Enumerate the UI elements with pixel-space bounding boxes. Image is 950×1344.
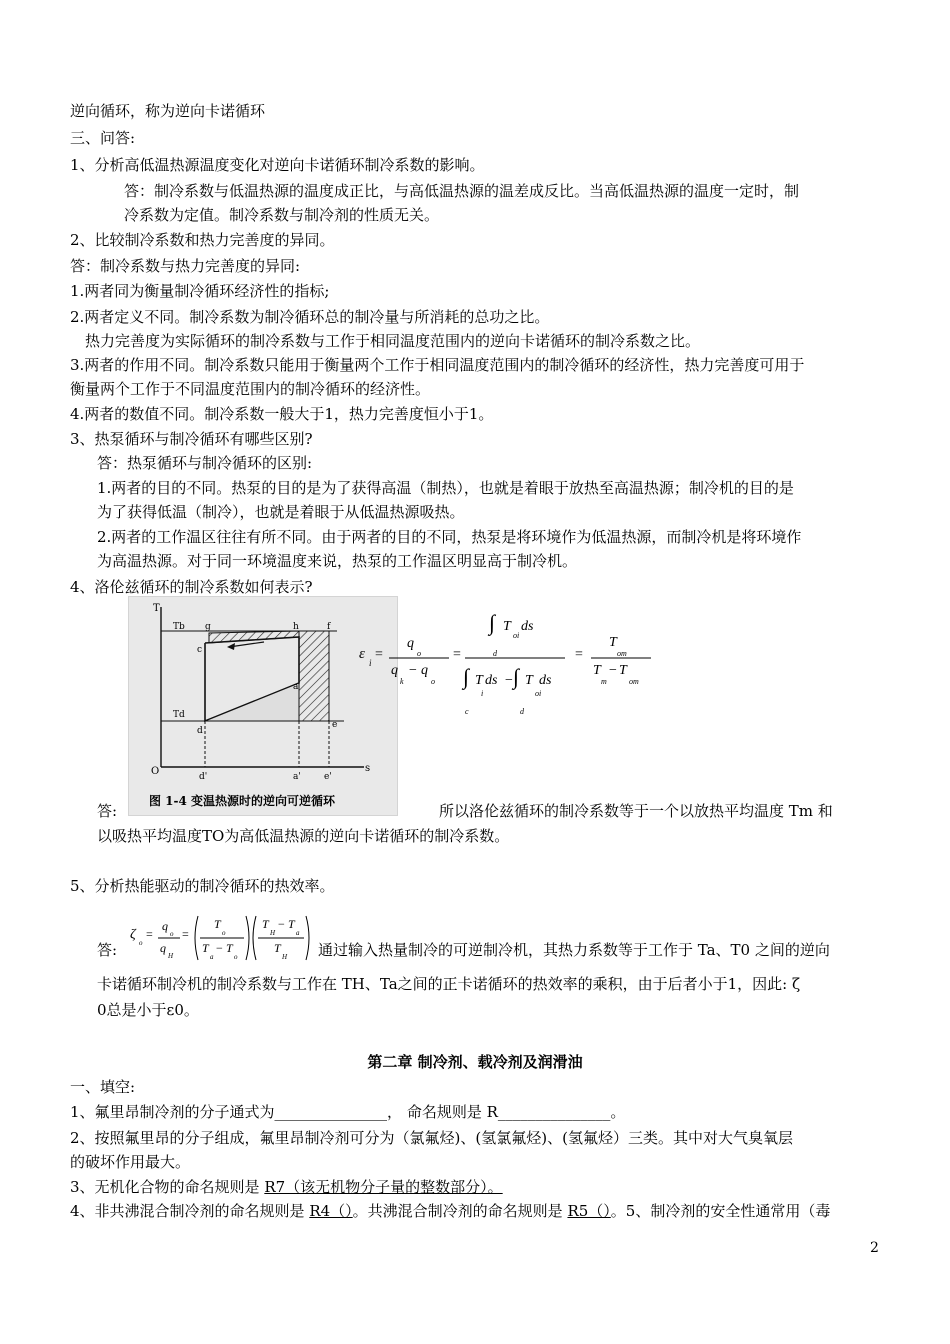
svg-text:a: a (293, 682, 299, 692)
svg-text:−: − (216, 941, 223, 955)
answer-2-item-1: 1.两者同为衡量制冷循环经济性的指标; (70, 282, 330, 300)
svg-text:i: i (481, 689, 484, 698)
question-1: 1、分析高低温热源温度变化对逆向卡诺循环制冷系数的影响。 (70, 156, 485, 174)
svg-text:ds: ds (485, 673, 498, 688)
answer-4-text-2: 以吸热平均温度TO为高低温热源的逆向卡诺循环的制冷系数。 (97, 827, 510, 845)
svg-text:=: = (182, 927, 189, 941)
svg-text:d: d (493, 649, 497, 658)
fill-blank-heading: 一、填空: (70, 1078, 136, 1096)
answer-2-item-4: 4.两者的数值不同。制冷系数一般大于1，热力完善度恒小于1。 (70, 405, 494, 423)
svg-text:m: m (601, 677, 607, 686)
svg-text:∫: ∫ (489, 610, 496, 635)
svg-text:−: − (278, 917, 285, 931)
svg-text:oi: oi (513, 631, 520, 640)
svg-text:∫: ∫ (513, 664, 520, 689)
svg-text:Tb: Tb (173, 622, 185, 632)
answer-1-line-2: 冷系数为定值。制冷系数与制冷剂的性质无关。 (124, 206, 440, 224)
answer-5-label: 答: (97, 941, 118, 959)
svg-text:e': e' (324, 772, 332, 782)
svg-text:a: a (296, 929, 300, 937)
svg-text:k: k (400, 677, 404, 686)
svg-text:o: o (431, 677, 435, 686)
svg-text:T: T (262, 917, 269, 931)
svg-text:=: = (453, 647, 461, 662)
svg-text:o: o (222, 929, 226, 937)
svg-text:q: q (162, 919, 168, 933)
svg-text:q: q (391, 663, 398, 678)
svg-text:c: c (465, 707, 469, 716)
svg-text:h: h (293, 622, 299, 632)
svg-text:ds: ds (521, 619, 534, 634)
svg-text:=: = (375, 647, 383, 662)
question-3: 3、热泵循环与制冷循环有哪些区别? (70, 430, 313, 448)
question-5: 5、分析热能驱动的制冷循环的热效率。 (70, 877, 335, 895)
answer-2-item-3b: 衡量两个工作于不同温度范围内的制冷循环的经济性。 (70, 380, 431, 398)
svg-text:a: a (210, 953, 214, 961)
fill-item-1: 1、氟里昂制冷剂的分子通式为_______________， 命名规则是 R_______________。 (70, 1103, 626, 1121)
svg-text:d: d (197, 726, 203, 736)
answer-3-item-2: 2.两者的工作温区往往有所不同。由于两者的目的不同，热泵是将环境作为低温热源，而制冷机是将环境作 (97, 528, 802, 546)
blank-field[interactable]: _______________ (497, 1103, 611, 1121)
fill-item-2: 2、按照氟里昂的分子组成，氟里昂制冷剂可分为（氯氟烃)、(氢氯氟烃)、(氢氟烃）三类。其中对大气臭氧层 (70, 1129, 793, 1147)
blank-field[interactable]: _______________ (274, 1103, 388, 1121)
answer-4-label: 答: (97, 802, 118, 820)
svg-text:=: = (575, 647, 583, 662)
axis-s-label: s (365, 763, 371, 774)
figure-caption: 图 1-4 变温热源时的逆向可逆循环 (149, 794, 336, 808)
origin-label: O (151, 766, 160, 777)
fill-item-3: 3、无机化合物的命名规则是 R7（该无机物分子量的整数部分）。 (70, 1178, 503, 1196)
fill-item-2b: 的破坏作用最大。 (70, 1153, 191, 1171)
svg-text:T: T (202, 941, 209, 955)
svg-text:d: d (520, 707, 524, 716)
svg-text:q: q (160, 941, 166, 955)
svg-text:g: g (205, 622, 211, 632)
formula-lorenz (355, 600, 655, 720)
formula-heat-driven (128, 908, 318, 966)
axis-t-label: T (153, 603, 160, 614)
svg-text:∫: ∫ (463, 664, 470, 689)
svg-text:H: H (282, 953, 288, 961)
svg-text:T: T (525, 673, 533, 688)
svg-text:T: T (226, 941, 233, 955)
svg-text:T: T (593, 663, 601, 678)
text-line: 逆向循环，称为逆向卡诺循环 (70, 102, 266, 120)
svg-text:f: f (327, 622, 331, 632)
question-2: 2、比较制冷系数和热力完善度的异同。 (70, 231, 335, 249)
answer-3-intro: 答：热泵循环与制冷循环的区别: (97, 454, 313, 472)
svg-text:−: − (505, 673, 513, 688)
answer-underline: R5（） (567, 1202, 611, 1220)
answer-1-line-1: 答：制冷系数与低温热源的温度成正比，与高低温热源的温差成反比。当高低温热源的温度一定时，制 (124, 182, 800, 200)
svg-text:T: T (503, 619, 511, 634)
fill-item-4: 4、非共沸混合制冷剂的命名规则是 R4（）。共沸混合制冷剂的命名规则是 R5（）。5、制冷剂的安全性通常用（毒 (70, 1202, 831, 1220)
svg-text:ds: ds (539, 673, 552, 688)
question-4: 4、洛伦兹循环的制冷系数如何表示? (70, 578, 313, 596)
svg-text:d': d' (199, 772, 208, 782)
svg-text:om: om (617, 649, 627, 658)
svg-text:ε: ε (359, 646, 365, 662)
page-number: 2 (870, 1240, 879, 1256)
svg-text:Td: Td (173, 710, 185, 720)
answer-underline: R4（） (309, 1202, 353, 1220)
svg-text:=: = (146, 927, 153, 941)
answer-2-intro: 答：制冷系数与热力完善度的异同: (70, 257, 301, 275)
answer-3-item-1: 1.两者的目的不同。热泵的目的是为了获得高温（制热），也就是着眼于放热至高温热源；制冷机的目的是 (97, 479, 794, 497)
svg-text:H: H (168, 952, 174, 960)
svg-text:o: o (234, 953, 238, 961)
svg-text:T: T (609, 635, 617, 650)
svg-text:T: T (214, 917, 221, 931)
answer-2-item-3: 3.两者的作用不同。制冷系数只能用于衡量两个工作于相同温度范围内的制冷循环的经济性，热力完善度可用于 (70, 356, 805, 374)
svg-text:T: T (475, 673, 483, 688)
svg-text:−: − (609, 663, 617, 678)
svg-text:o: o (170, 930, 174, 938)
section-heading: 三、问答: (70, 129, 136, 147)
answer-underline: R7（该无机物分子量的整数部分）。 (264, 1178, 503, 1196)
answer-4-text: 所以洛伦兹循环的制冷系数等于一个以放热平均温度 Tm 和 (439, 802, 833, 820)
svg-text:om: om (629, 677, 639, 686)
svg-text:c: c (197, 645, 203, 655)
svg-text:ζ: ζ (130, 927, 136, 942)
svg-text:oi: oi (535, 689, 542, 698)
svg-text:q: q (421, 663, 428, 678)
answer-5-text: 通过输入热量制冷的可逆制冷机，其热力系数等于工作于 Ta、T0 之间的逆向 (318, 941, 830, 959)
answer-3-item-2b: 为高温热源。对于同一环境温度来说，热泵的工作温区明显高于制冷机。 (97, 552, 578, 570)
svg-text:a': a' (293, 772, 301, 782)
svg-text:q: q (407, 636, 414, 651)
svg-text:−: − (409, 663, 417, 678)
svg-text:o: o (139, 939, 143, 947)
svg-text:o: o (417, 649, 421, 658)
answer-5-text-3: 0总是小于ε0。 (97, 1001, 199, 1019)
svg-text:H: H (270, 929, 276, 937)
svg-text:T: T (288, 917, 295, 931)
chapter-title: 第二章 制冷剂、载冷剂及润滑油 (367, 1053, 583, 1071)
answer-3-item-1b: 为了获得低温（制冷），也就是着眼于从低温热源吸热。 (97, 503, 465, 521)
svg-text:T: T (274, 941, 281, 955)
answer-2-item-2: 2.两者定义不同。制冷系数为制冷循环总的制冷量与所消耗的总功之比。 (70, 308, 550, 326)
svg-text:T: T (619, 663, 627, 678)
svg-text:e: e (332, 720, 338, 730)
answer-2-item-2b: 热力完善度为实际循环的制冷系数与工作于相同温度范围内的逆向卡诺循环的制冷系数之比。 (85, 332, 701, 350)
answer-5-text-2: 卡诺循环制冷机的制冷系数与工作在 TH、Ta之间的正卡诺循环的热效率的乘积，由于后者小于1，因此: ζ (97, 975, 801, 993)
svg-text:i: i (369, 658, 372, 668)
